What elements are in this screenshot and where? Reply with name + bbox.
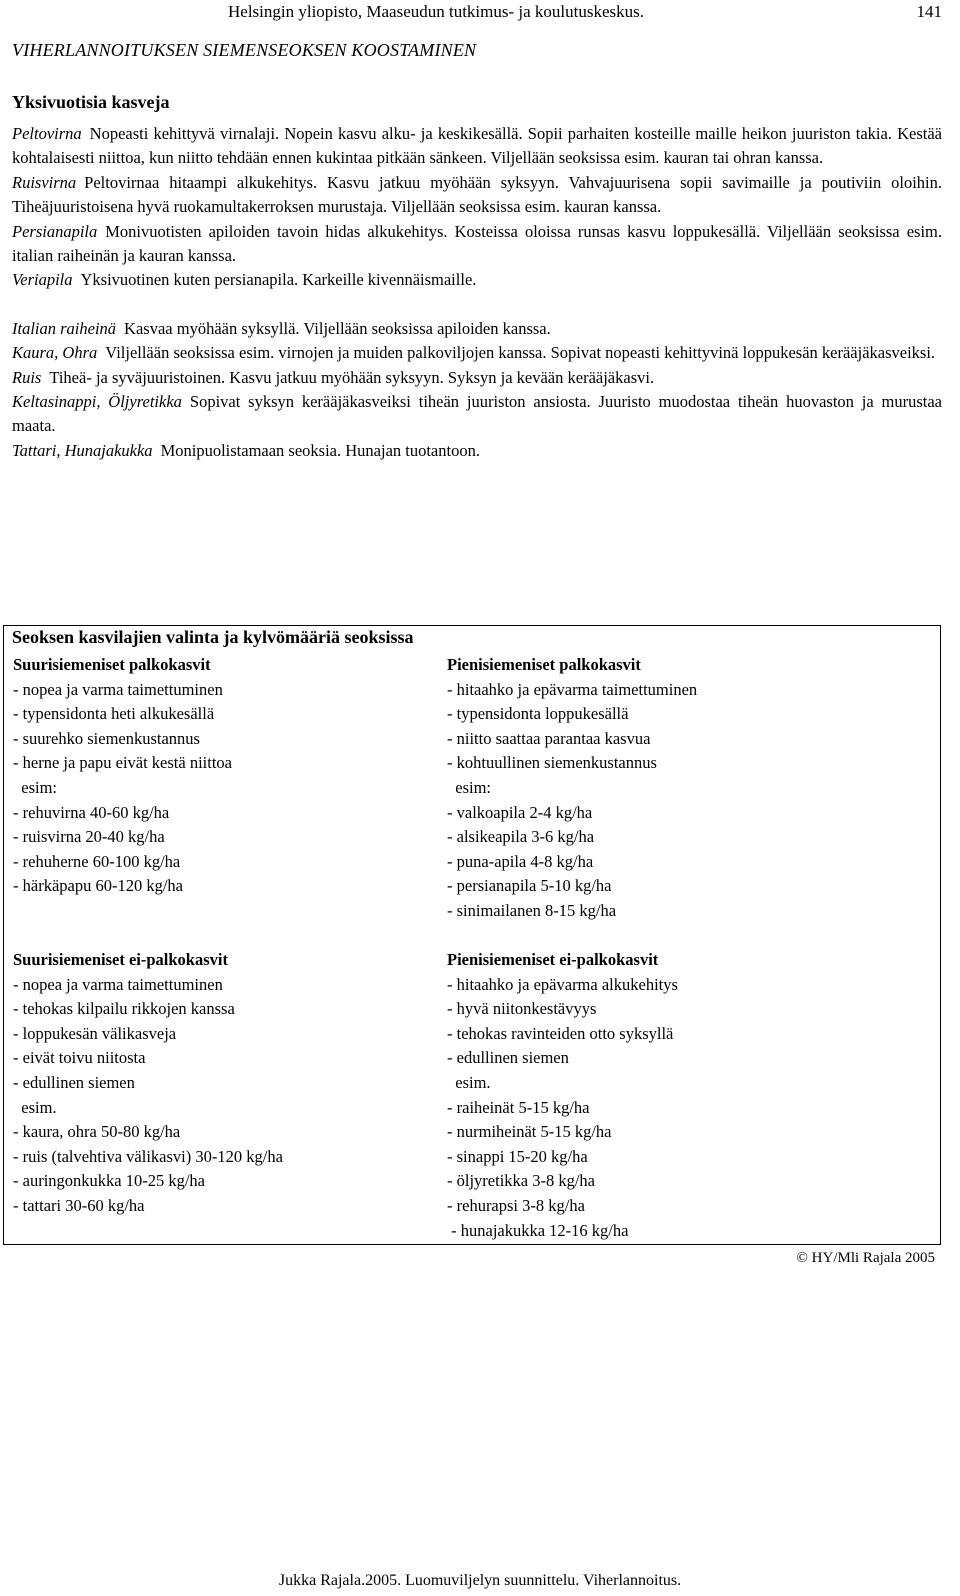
column-line: - typensidonta loppukesällä bbox=[447, 704, 629, 724]
column-line: - alsikeapila 3-6 kg/ha bbox=[447, 827, 595, 847]
plant-description: Kasvaa myöhään syksyllä. Viljellään seoksissa apiloiden kanssa. bbox=[124, 318, 551, 338]
plant-name: Peltovirna bbox=[12, 124, 82, 143]
column-line: - ruis (talvehtiva välikasvi) 30-120 kg/ha bbox=[13, 1146, 283, 1166]
plant-name: Persianapila bbox=[12, 221, 98, 241]
column-line: - valkoapila 2-4 kg/ha bbox=[447, 802, 593, 822]
column-line: - härkäpapu 60-120 kg/ha bbox=[13, 876, 183, 896]
section-heading: Yksivuotisia kasveja bbox=[12, 92, 170, 112]
plant-name: Ruisvirna bbox=[12, 172, 77, 192]
plant-name: Kaura, Ohra bbox=[12, 343, 98, 363]
column-line: - sinimailanen 8-15 kg/ha bbox=[447, 900, 617, 920]
column-line: - tehokas kilpailu rikkojen kanssa bbox=[13, 999, 235, 1019]
plant-name: Italian raiheinä bbox=[12, 318, 117, 338]
column-line: - edullinen siemen bbox=[447, 1048, 569, 1068]
plant-entry bbox=[12, 317, 942, 341]
column-line: - tattari 30-60 kg/ha bbox=[13, 1195, 145, 1215]
column-line: - typensidonta heti alkukesällä bbox=[13, 704, 215, 724]
small-nonlegumes-column bbox=[447, 948, 867, 1243]
plant-list bbox=[12, 122, 942, 463]
column-line: - loppukesän välikasveja bbox=[13, 1023, 177, 1043]
column-line: - auringonkukka 10-25 kg/ha bbox=[13, 1171, 205, 1191]
column-line: - eivät toivu niitosta bbox=[13, 1048, 146, 1068]
column-line: esim: bbox=[13, 777, 57, 797]
plant-description: Yksivuotinen kuten persianapila. Karkeille kivennäismaille. bbox=[80, 270, 477, 290]
column-line: - hunajakukka 12-16 kg/ha bbox=[447, 1220, 629, 1240]
column-line: - öljyretikka 3-8 kg/ha bbox=[447, 1171, 596, 1191]
column-line: - hitaahko ja epävarma alkukehitys bbox=[447, 974, 678, 994]
copyright-notice: © HY/Mli Rajala 2005 bbox=[796, 1250, 935, 1266]
column-line: esim. bbox=[447, 1072, 491, 1092]
plant-name: Tattari, Hunajakukka bbox=[12, 440, 153, 460]
column-line: - raiheinät 5-15 kg/ha bbox=[447, 1097, 590, 1117]
plant-description: Nopeasti kehittyvä virnalaji. Nopein kasvu alku- ja keskikesällä. Sopii parhaiten kosteille maille heikon juuriston takia. Kestää kohtalaisesti niittoa, kun niitto tehdään ennen kukintaa pitkään sänkeen. Viljellään seoksissa esim. kauran tai ohran kanssa. bbox=[12, 124, 942, 168]
column-line: - nurmiheinät 5-15 kg/ha bbox=[447, 1122, 612, 1142]
document-title: VIHERLANNOITUKSEN SIEMENSEOKSEN KOOSTAMINEN bbox=[12, 40, 477, 60]
plant-entry bbox=[12, 390, 942, 439]
plant-entry bbox=[12, 341, 942, 365]
plant-entry bbox=[12, 268, 942, 292]
plant-description: Viljellään seoksissa esim. virnojen ja muiden palkoviljojen kanssa. Sopivat nopeasti kehittyvinä loppukesän kerääjäkasveiksi. bbox=[105, 343, 936, 363]
plant-entry bbox=[12, 171, 942, 220]
column-line: - herne ja papu eivät kestä niittoa bbox=[13, 753, 232, 773]
plant-description: Monivuotisten apiloiden tavoin hidas alkukehitys. Kosteissa oloissa runsas kasvu loppukesällä. Viljellään seoksissa esim. italian raiheinän ja kauran kanssa. bbox=[12, 221, 942, 266]
plant-entry bbox=[12, 122, 942, 171]
header-institution: Helsingin yliopisto, Maaseudun tutkimus- ja koulutuskeskus. bbox=[228, 2, 645, 21]
column-line: - hitaahko ja epävarma taimettuminen bbox=[447, 679, 698, 699]
column-line: - tehokas ravinteiden otto syksyllä bbox=[447, 1023, 674, 1043]
plant-name: Keltasinappi, Öljyretikka bbox=[12, 392, 182, 412]
column-line: - suurehko siemenkustannus bbox=[13, 728, 200, 748]
column-line: - rehuvirna 40-60 kg/ha bbox=[13, 802, 170, 822]
page-number: 141 bbox=[916, 2, 942, 21]
plant-entry bbox=[12, 366, 942, 390]
column-line: - nopea ja varma taimettuminen bbox=[13, 974, 223, 994]
plant-description: Monipuolistamaan seoksia. Hunajan tuotantoon. bbox=[160, 440, 480, 460]
column-line: - edullinen siemen bbox=[13, 1072, 135, 1092]
large-nonlegumes-column bbox=[13, 948, 433, 1219]
column-heading: Pienisiemeniset palkokasvit bbox=[447, 655, 641, 674]
small-legumes-column bbox=[447, 653, 867, 924]
page-footer: Jukka Rajala.2005. Luomuviljelyn suunnittelu. Viherlannoitus. bbox=[278, 1572, 682, 1589]
column-line: - rehuherne 60-100 kg/ha bbox=[13, 851, 181, 871]
column-line: - puna-apila 4-8 kg/ha bbox=[447, 851, 594, 871]
column-line: - sinappi 15-20 kg/ha bbox=[447, 1146, 588, 1166]
column-line: - hyvä niitonkestävyys bbox=[447, 999, 597, 1019]
column-heading: Pienisiemeniset ei-palkokasvit bbox=[447, 950, 659, 969]
column-line: esim. bbox=[13, 1097, 57, 1117]
plant-description: Peltovirnaa hitaampi alkukehitys. Kasvu jatkuu myöhään syksyyn. Vahvajuurisena sopii savimaille ja poutiviin oloihin. Tiheäjuuristoisena hyvä ruokamultakerroksen murustaja. Viljellään seoksissa esim. kauran kanssa. bbox=[12, 172, 942, 217]
box-title: Seoksen kasvilajien valinta ja kylvömääriä seoksissa bbox=[12, 627, 414, 647]
large-legumes-column bbox=[13, 653, 433, 899]
seed-mix-box bbox=[3, 625, 941, 1245]
plant-description: Tiheä- ja syväjuuristoinen. Kasvu jatkuu myöhään syksyyn. Syksyn ja kevään kerääjäkasvi. bbox=[49, 367, 655, 387]
column-line: - rehurapsi 3-8 kg/ha bbox=[447, 1195, 585, 1215]
column-line: esim: bbox=[447, 777, 491, 797]
column-line: - kaura, ohra 50-80 kg/ha bbox=[13, 1122, 181, 1142]
column-heading: Suurisiemeniset ei-palkokasvit bbox=[13, 950, 228, 969]
column-line: - ruisvirna 20-40 kg/ha bbox=[13, 827, 165, 847]
column-line: - nopea ja varma taimettuminen bbox=[13, 679, 223, 699]
plant-name: Ruis bbox=[12, 367, 42, 387]
plant-description: Sopivat syksyn kerääjäkasveiksi tiheän juuriston ansiosta. Juuristo muodostaa tiheän huovaston ja murustaa maata. bbox=[12, 392, 942, 436]
plant-name: Veriapila bbox=[12, 270, 73, 290]
column-line: - kohtuullinen siemenkustannus bbox=[447, 753, 657, 773]
plant-entry bbox=[12, 220, 942, 269]
column-line: - niitto saattaa parantaa kasvua bbox=[447, 728, 651, 748]
column-line: - persianapila 5-10 kg/ha bbox=[447, 876, 612, 896]
column-heading: Suurisiemeniset palkokasvit bbox=[13, 655, 211, 674]
plant-entry bbox=[12, 439, 942, 463]
